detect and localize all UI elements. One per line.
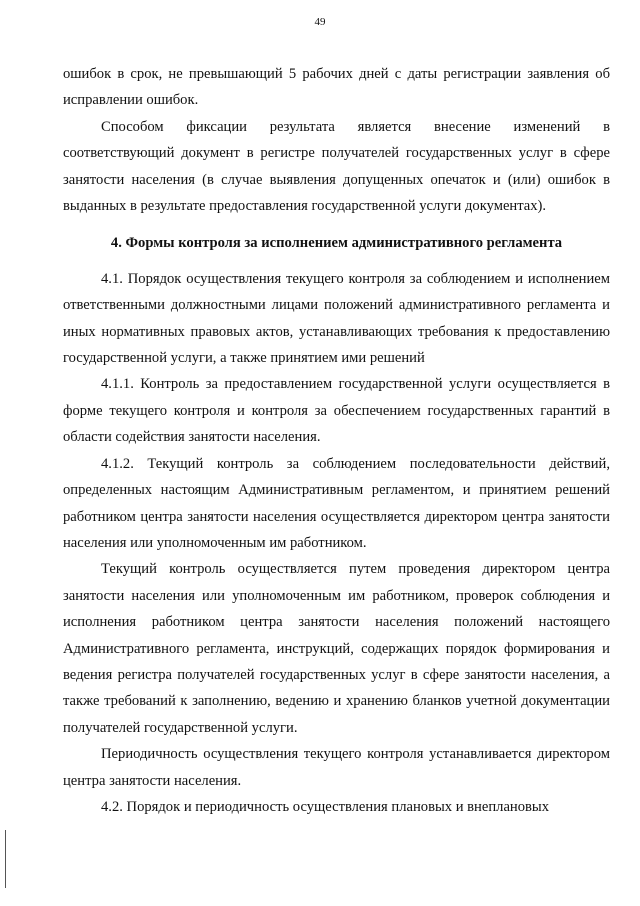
paragraph: 4.2. Порядок и периодичность осуществления плановых и внеплановых [101, 798, 550, 815]
paragraph: ошибок в срок, не превышающий 5 рабочих дней с даты регистрации заявления об исправлении ошибок. [63, 66, 610, 109]
paragraph: 4.1. Порядок осуществления текущего контроля за соблюдением и исполнением ответственными должностными лицами положений административного регламента и иных нормативных правовых актов, устанавливающих требования к предоставлению государственной услуги, а также принятием ими решений [63, 270, 610, 367]
paragraphs-before [63, 61, 610, 219]
page-number: 49 [314, 16, 326, 28]
paragraph: 4.1.1. Контроль за предоставлением государственной услуги осуществляется в форме текущего контроля и контроля за обеспечением государственных гарантий в области содействия занятости населения. [63, 376, 610, 446]
paragraph: Способом фиксации результата является внесение изменений в соответствующий документ в регистре получателей государственных услуг в сфере занятости населения (в случае выявления допущенных опечаток и (или) ошибок в выданных в результате предоставления государственной услуги документах). [63, 118, 610, 215]
section-heading: 4. Формы контроля за исполнением административного регламента [110, 235, 563, 252]
paragraph: Периодичность осуществления текущего контроля устанавливается директором центра занятости населения. [63, 746, 610, 789]
document-body [63, 61, 610, 820]
paragraph: Текущий контроль осуществляется путем проведения директором центра занятости населения или уполномоченным им работником, проверок соблюдения и исполнения работником центра занятости населения положений настоящего Административного регламента, инструкций, содержащих порядок формирования и ведения регистра получателей государственных услуг в сфере занятости населения, а также требований к заполнению, ведению и хранению бланков учетной документации получателей государственной услуги. [63, 561, 610, 736]
paragraphs-after [63, 266, 610, 821]
paragraph: 4.1.2. Текущий контроль за соблюдением последовательности действий, определенных настоящим Административным регламентом, и принятием решений работником центра занятости населения осуществляется директором центра занятости населения или уполномоченным им работником. [63, 455, 610, 551]
margin-scan-line [5, 830, 6, 888]
